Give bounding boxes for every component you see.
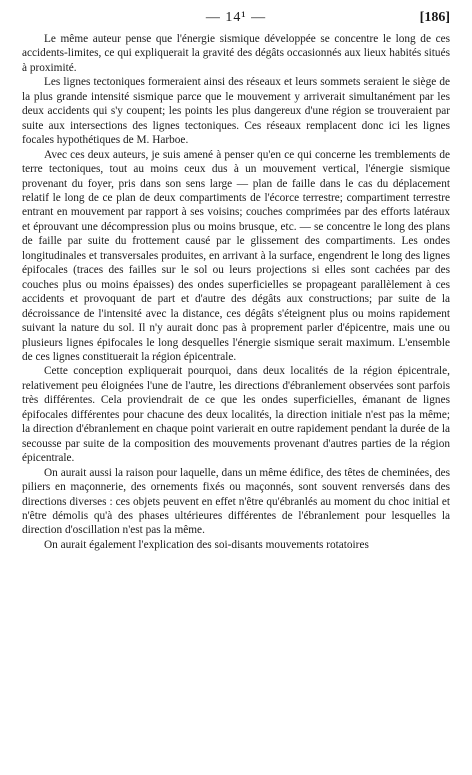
paragraph: On aurait aussi la raison pour laquelle, dans un même édifice, des têtes de cheminées, des piliers en maçonnerie, des ornements fixés ou maçonnés, sont souvent renversés dans des directions diverses : ces objets peuvent en effet n'être qu'ébranlés au moment du choc initial et n'être démolis qu'à des phases ultérieures différentes de l'ébranlement pour lesquelles la direction d'oscillation n'est pas la même. [22,466,450,537]
page-number: — 14¹ — [205,10,267,25]
paragraph: Le même auteur pense que l'énergie sismique développée se concentre le long de ces accidents-limites, ce qui expliquerait la gravité des dégâts occasionnés aux lieux habités situés à proximité. [22,33,450,74]
reference-number: [186] [419,10,450,25]
paragraph: On aurait également l'explication des soi-disants mouvements rotatoires [44,538,369,551]
page-header [22,6,450,28]
paragraph: Cette conception expliquerait pourquoi, dans deux localités de la région épicentrale, relativement peu éloignées l'une de l'autre, les directions d'ébranlement observées sont parfois très différentes. Cela proviendrait de ce que les ondes superficielles, émanant de lignes épifocales différentes pour chacune des deux localités, la direction initiale n'est pas la même; la direction d'ébranlement en chaque point varierait en outre rapidement pendant la durée de la secousse par suite de la composition des mouvements provenant d'autres parties de la région épicentrale. [22,365,450,465]
paragraph: Avec ces deux auteurs, je suis amené à penser qu'en ce qui concerne les tremblements de terre tectoniques, tout au moins ceux dus à un mouvement vertical, l'énergie sismique provenant du foyer, pris dans son sens large — plan de faille dans le cas du déplacement relatif le long de ce plan de deux compartiments de l'écorce terrestre; compartiment terrestre entrant en mouvement par rapport à ses voisins; couches comprimées par des efforts latéraux et éprouvant une décompression plus ou moins brusque, etc. — se concentre le long des plans de faille par suite du frottement causé par le glissement des compartiments. Les ondes longitudinales et transversales produites, en arrivant à la surface, engendrent le long des lignes épifocales (traces des failles sur le sol ou leurs projections si elles sont cachées par des couches plus ou moins épaisses) des ondes superficielles se propageant parallèlement à ces accidents et provoquant de part et d'autre des dégâts aux constructions; par suite de la décroissance de l'intensité avec la distance, ces dégâts s'éteignent plus ou moins rapidement suivant la nature du sol. Il n'y aurait donc pas à proprement parler d'épicentre, mais une ou plusieurs lignes épifocales le long desquelles l'énergie sismique serait maximum. L'ensemble de ces lignes constituerait la région épicentrale. [22,148,450,363]
paragraph: Les lignes tectoniques formeraient ainsi des réseaux et leurs sommets seraient le siège de la plus grande intensité sismique parce que le mouvement y arriverait simultanément par les deux accidents qui s'y coupent; les points les plus dangereux d'une région se trouveraient par suite aux intersections des lignes tectoniques. Ces réseaux remplacent donc ici les lignes focales hypothétiques de M. Harboe. [22,76,450,147]
body-text [22,32,450,552]
